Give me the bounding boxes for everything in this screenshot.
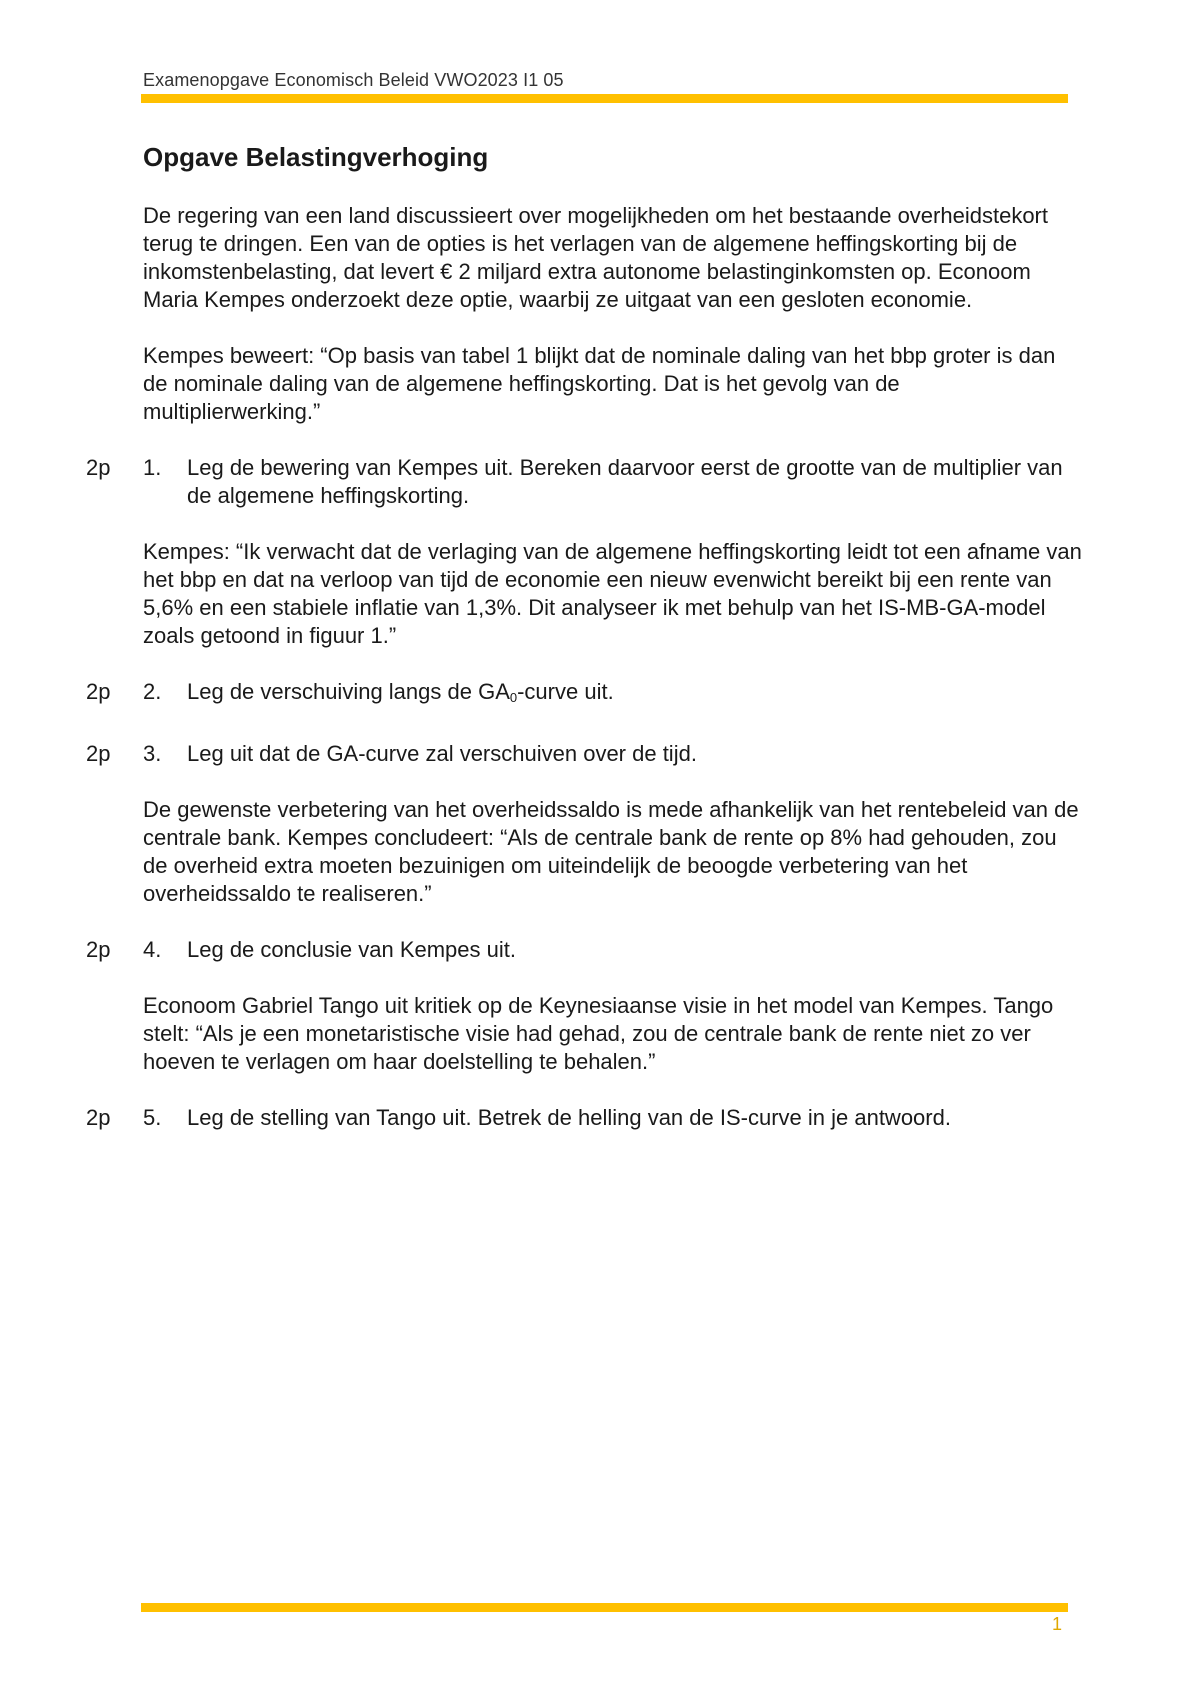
assignment-title: Opgave Belastingverhoging <box>143 142 489 172</box>
question-2 <box>86 678 1083 712</box>
question-1-text: Leg de bewering van Kempes uit. Bereken daarvoor eerst de grootte van de multiplier van de algemene heffingskorting. <box>187 455 1063 508</box>
kempes-expectation-paragraph: Kempes: “Ik verwacht dat de verlaging van de algemene heffingskorting leidt tot een afname van het bbp en dat na verloop van tijd de economie een nieuw evenwicht bereikt bij een rente van 5,6% en een stabiele inflatie van 1,3%. Dit analyseer ik met behulp van het IS-MB-GA-model zoals getoond in figuur 1.” <box>143 539 1082 648</box>
question-5 <box>86 1104 1083 1132</box>
header-rule <box>141 94 1068 103</box>
question-4-points: 2p <box>86 937 111 962</box>
footer-rule <box>141 1603 1068 1612</box>
question-2-text-after: -curve uit. <box>517 679 614 704</box>
question-3-points: 2p <box>86 741 111 766</box>
tango-critique-paragraph: Econoom Gabriel Tango uit kritiek op de Keynesiaanse visie in het model van Kempes. Tango stelt: “Als je een monetaristische visie had gehad, zou de centrale bank de rente niet zo ver hoeven te verlagen om haar doelstelling te behalen.” <box>143 993 1054 1074</box>
question-2-number: 2. <box>143 679 162 704</box>
question-1-number: 1. <box>143 455 162 480</box>
document-body <box>86 140 1083 1160</box>
question-2-points: 2p <box>86 679 111 704</box>
question-3-number: 3. <box>143 741 162 766</box>
question-3 <box>86 740 1083 768</box>
page-header: Examenopgave Economisch Beleid VWO2023 I1 05 <box>143 70 564 90</box>
kempes-claim-paragraph: Kempes beweert: “Op basis van tabel 1 blijkt dat de nominale daling van het bbp groter is dan de nominale daling van de algemene heffingskorting. Dat is het gevolg van de multiplierwerking.” <box>143 343 1056 424</box>
question-5-points: 2p <box>86 1105 111 1130</box>
question-4-text: Leg de conclusie van Kempes uit. <box>187 937 516 962</box>
page-number: 1 <box>1051 1614 1062 1634</box>
question-2-text-before: Leg de verschuiving langs de GA <box>187 679 510 704</box>
question-2-subscript: 0 <box>509 690 518 705</box>
intro-paragraph: De regering van een land discussieert over mogelijkheden om het bestaande overheidstekort terug te dringen. Een van de opties is het verlagen van de algemene heffingskorting bij de inkomstenbelasting, dat levert € 2 miljard extra autonome belastinginkomsten op. Econoom Maria Kempes onderzoekt deze optie, waarbij ze uitgaat van een gesloten economie. <box>143 203 1048 312</box>
question-5-number: 5. <box>143 1105 162 1130</box>
question-3-text: Leg uit dat de GA-curve zal verschuiven over de tijd. <box>187 741 697 766</box>
question-5-text: Leg de stelling van Tango uit. Betrek de helling van de IS-curve in je antwoord. <box>187 1105 951 1130</box>
question-4-number: 4. <box>143 937 162 962</box>
interest-policy-paragraph: De gewenste verbetering van het overheidssaldo is mede afhankelijk van het rentebeleid van de centrale bank. Kempes concludeert: “Als de centrale bank de rente op 8% had gehouden, zou de overheid extra moeten bezuinigen om uiteindelijk de beoogde verbetering van het overheidssaldo te realiseren.” <box>143 797 1079 906</box>
question-1 <box>86 454 1083 510</box>
question-1-points: 2p <box>86 455 111 480</box>
question-4 <box>86 936 1083 964</box>
